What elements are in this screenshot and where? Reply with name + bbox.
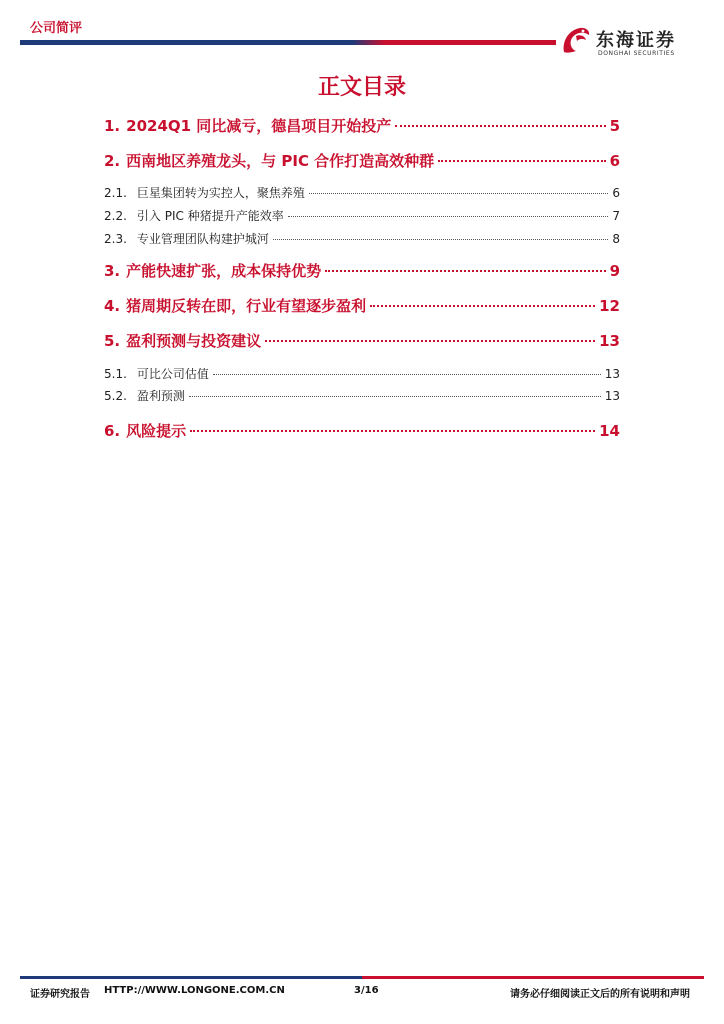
toc-entry-page: 9: [609, 262, 620, 280]
toc-entry-number: 3.: [104, 262, 121, 280]
toc-entry-number: 2.2.: [104, 209, 127, 223]
toc-entry-number: 2.3.: [104, 232, 127, 246]
toc-entry-page: 14: [599, 422, 620, 440]
toc-leader: [370, 305, 595, 307]
toc-subentry[interactable]: [104, 230, 620, 247]
dragon-logo-icon: [558, 22, 594, 58]
toc-entry-text: 产能快速扩张，成本保持优势: [126, 262, 322, 280]
toc-entry[interactable]: [104, 330, 620, 351]
brand-subtitle: DONGHAI SECURITIES: [598, 50, 675, 57]
toc-entry[interactable]: [104, 295, 620, 316]
toc-entry-number: 6.: [104, 422, 121, 440]
toc-entry-text: 西南地区养殖龙头，与 PIC 合作打造高效种群: [126, 152, 435, 170]
toc-subentry[interactable]: [104, 184, 620, 201]
toc-leader: [189, 396, 601, 397]
toc-entry-page: 6: [609, 152, 620, 170]
toc-title: 正文目录: [317, 75, 406, 100]
toc-entry-page: 5: [609, 117, 620, 135]
toc-entry-page: 8: [612, 232, 620, 246]
toc-subentry[interactable]: [104, 387, 620, 404]
toc-leader: [395, 125, 605, 127]
footer-label: 证券研究报告: [30, 989, 90, 1000]
toc-leader: [288, 216, 609, 217]
toc-entry-page: 13: [599, 332, 620, 350]
toc-entry-text: 巨星集团转为实控人，聚焦养殖: [136, 186, 305, 200]
toc-leader: [190, 430, 595, 432]
header-bar: [20, 40, 556, 45]
toc-entry-number: 2.: [104, 152, 121, 170]
report-type-label: 公司简评: [30, 21, 83, 36]
brand-logo: [558, 22, 708, 62]
toc-entry-number: 2.1.: [104, 186, 127, 200]
toc-entry-number: 4.: [104, 297, 121, 315]
footer-page-number: 3/16: [354, 985, 379, 996]
toc-leader: [273, 239, 608, 240]
toc-subentry[interactable]: [104, 365, 620, 382]
toc-entry[interactable]: [104, 150, 620, 171]
toc-entry-text: 猪周期反转在即，行业有望逐步盈利: [126, 297, 367, 315]
toc-leader: [309, 193, 608, 194]
toc-entry-text: 风险提示: [126, 422, 187, 440]
toc-entry-number: 5.2.: [104, 389, 127, 403]
toc-leader: [438, 160, 605, 162]
toc-entry[interactable]: [104, 420, 620, 441]
toc-entry-text: 盈利预测: [136, 389, 185, 403]
toc-entry-text: 盈利预测与投资建议: [126, 332, 262, 350]
toc-entry-text: 可比公司估值: [136, 367, 209, 381]
toc-entry-text: 专业管理团队构建护城河: [136, 232, 269, 246]
toc-leader: [213, 374, 601, 375]
toc-entry-page: 6: [612, 186, 620, 200]
toc-entry-page: 12: [599, 297, 620, 315]
toc-subentry[interactable]: [104, 207, 620, 224]
footer-disclaimer: 请务必仔细阅读正文后的所有说明和声明: [510, 989, 690, 1000]
toc-entry-text: 引入 PIC 种猪提升产能效率: [136, 209, 284, 223]
toc-entry-text: 2024Q1 同比减亏，德昌项目开始投产: [126, 117, 392, 135]
footer-divider: [20, 976, 704, 979]
toc-entry-page: 7: [612, 209, 620, 223]
toc-entry-page: 13: [604, 367, 620, 381]
toc-entry[interactable]: [104, 115, 620, 136]
toc-leader: [325, 270, 605, 272]
toc-entry[interactable]: [104, 260, 620, 281]
toc-leader: [265, 340, 595, 342]
toc-entry-page: 13: [604, 389, 620, 403]
brand-name: 东海证券: [596, 30, 676, 51]
toc-entry-number: 1.: [104, 117, 121, 135]
footer-url[interactable]: HTTP://WWW.LONGONE.COM.CN: [104, 985, 285, 996]
toc-entry-number: 5.: [104, 332, 121, 350]
toc-entry-number: 5.1.: [104, 367, 127, 381]
